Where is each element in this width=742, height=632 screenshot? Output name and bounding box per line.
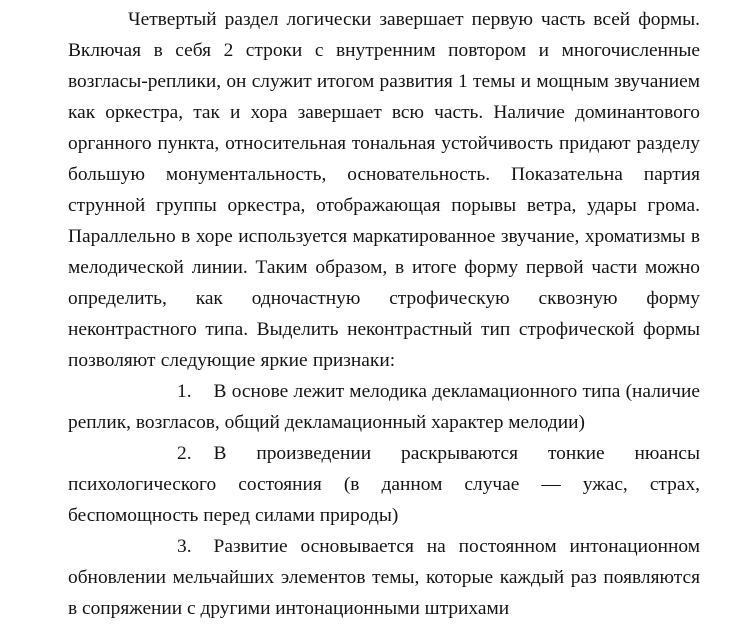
body-paragraph: Четвертый раздел логически завершает первую часть всей формы. Включая в себя 2 строки с внутренним повтором и многочисленные возгласы-реплики, он служит итогом развития 1 темы и мощным звучанием как оркестра, так и хора завершает всю часть. Наличие доминантового органного пункта, относительная тональная устойчивость придают разделу большую монументальность, основательность. Показательна партия струнной группы оркестра, отображающая порывы ветра, удары грома. Параллельно в хоре используется маркатированное звучание, хроматизмы в мелодической линии. Таким образом, в итоге форму первой части можно определить, как одночастную строфическую сквозную форму неконтрастного типа. Выделить неконтрастный тип строфической формы позволяют следующие яркие признаки: — [68, 9, 700, 371]
list-item-text: Развитие основывается на постоянном интонационном обновлении мельчайших элементов темы, которые каждый раз появляются в сопряжении с другими интонационными штрихами — [68, 536, 700, 619]
list-item — [68, 376, 700, 438]
list-item-text: В произведении раскрываются тонкие нюансы психологического состояния (в данном случае — ужас, страх, беспомощность перед силами природы) — [68, 443, 700, 526]
feature-list — [68, 376, 700, 624]
list-item-text: В основе лежит мелодика декламационного типа (наличие реплик, возгласов, общий декламационный характер мелодии) — [68, 381, 700, 433]
text-column — [68, 4, 700, 624]
list-item-marker: 1. — [177, 381, 192, 402]
list-item — [68, 531, 700, 624]
list-item-marker: 3. — [177, 536, 192, 557]
list-item — [68, 438, 700, 531]
list-item-marker: 2. — [177, 443, 192, 464]
